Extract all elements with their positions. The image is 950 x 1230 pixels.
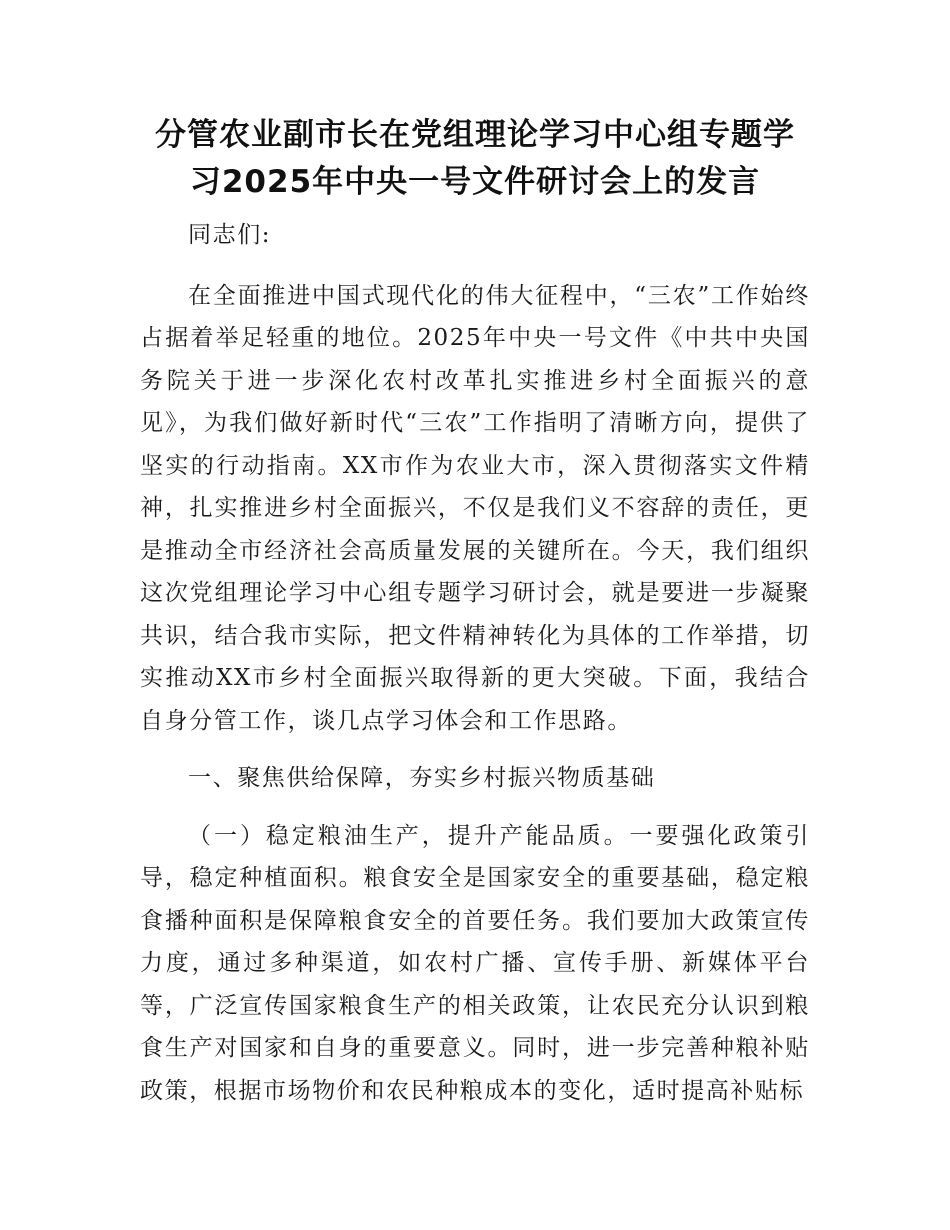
paragraph-1-1: （一）稳定粮油生产，提升产能品质。一要强化政策引导，稳定种植面积。粮食安全是国家安全的重要基础，稳定粮食播种面积是保障粮食安全的首要任务。我们要加大政策宣传力度，通过多种渠道，如农村广播、宣传手册、新媒体平台等，广泛宣传国家粮食生产的相关政策，让农民充分认识到粮食生产对国家和自身的重要意义。同时，进一步完善种粮补贴政策，根据市场物价和农民种粮成本的变化，适时提高补贴标 bbox=[140, 822, 810, 1104]
paragraph-intro: 在全面推进中国式现代化的伟大征程中，“三农”工作始终占据着举足轻重的地位。2025年中央一号文件《中共中央国务院关于进一步深化农村改革扎实推进乡村全面振兴的意见》，为我们做好新时代“三农”工作指明了清晰方向，提供了坚实的行动指南。XX市作为农业大市，深入贯彻落实文件精神，扎实推进乡村全面振兴，不仅是我们义不容辞的责任，更是推动全市经济社会高质量发展的关键所在。今天，我们组织这次党组理论学习中心组专题学习研讨会，就是要进一步凝聚共识，结合我市实际，把文件精神转化为具体的工作举措，切实推动XX市乡村全面振兴取得新的更大突破。下面，我结合自身分管工作，谈几点学习体会和工作思路。 bbox=[140, 282, 810, 734]
document-title: 分管农业副市长在党组理论学习中心组专题学习2025年中央一号文件研讨会上的发言 bbox=[155, 117, 795, 200]
section-heading-1: 一、聚焦供给保障，夯实乡村振兴物质基础 bbox=[188, 765, 656, 791]
document-body bbox=[140, 214, 810, 1127]
greeting: 同志们: bbox=[188, 222, 272, 248]
